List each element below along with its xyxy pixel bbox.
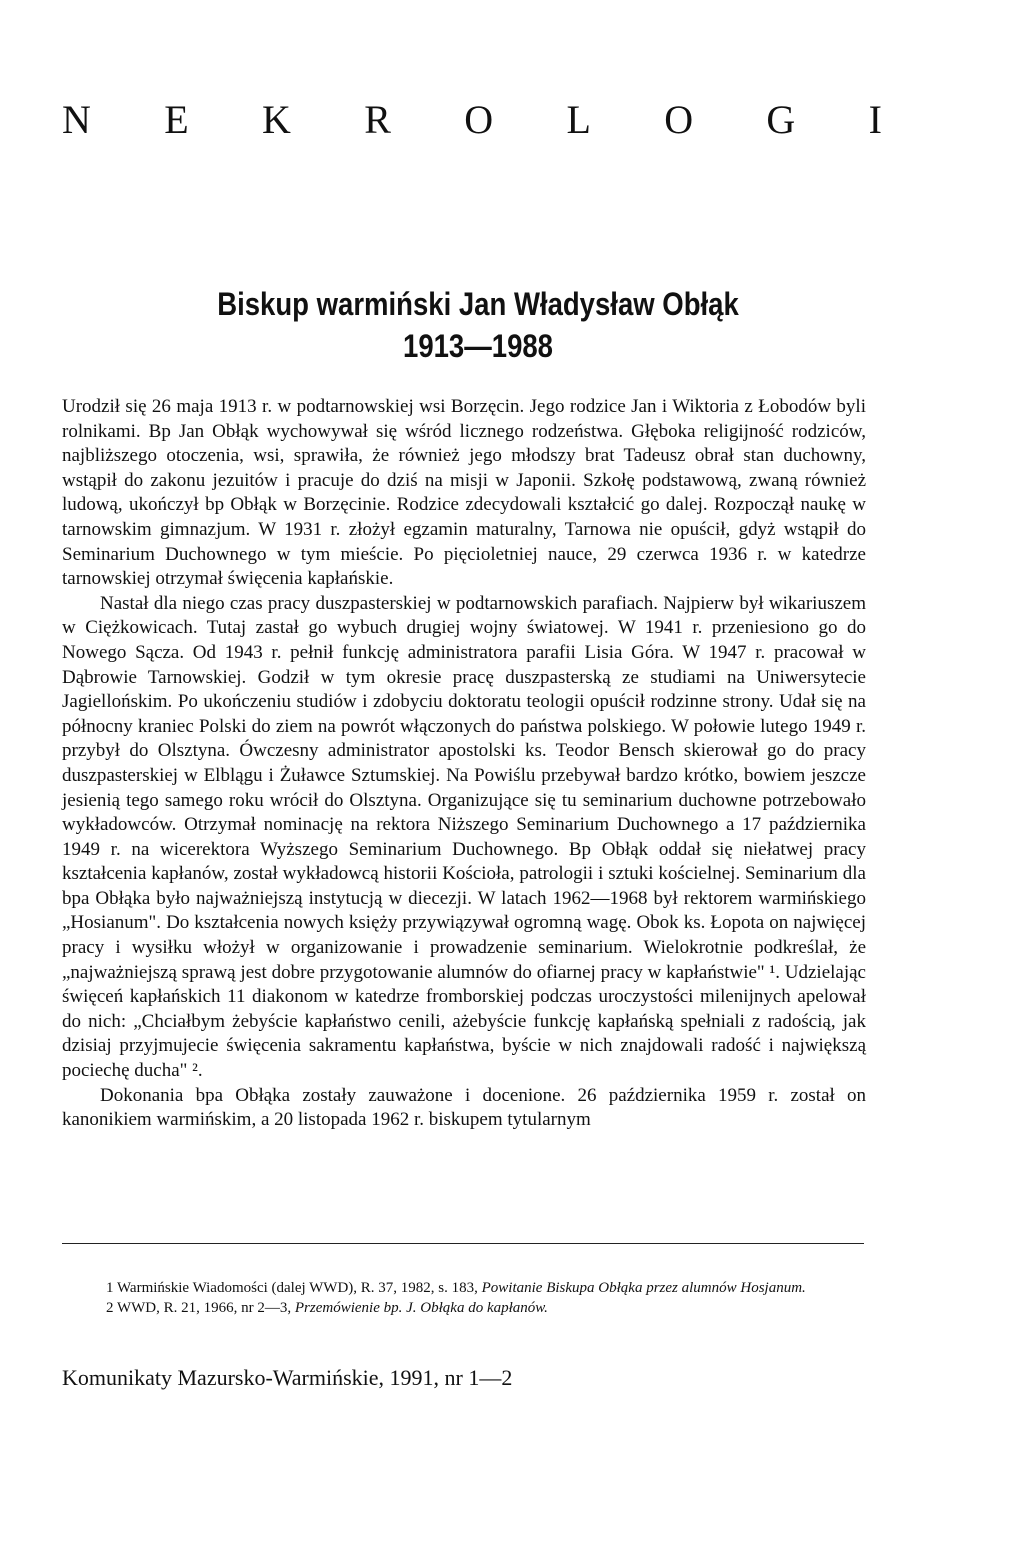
article-title-name: Biskup warmiński Jan Władysław Obłąk xyxy=(217,286,739,322)
heading-letter: L xyxy=(566,97,591,142)
journal-footer: Komunikaty Mazursko-Warmińskie, 1991, nr 1—2 xyxy=(62,1365,513,1390)
footnote-2-title: Przemówienie bp. J. Obłąka do kapłanów. xyxy=(294,1300,548,1316)
footnote-2 xyxy=(62,1298,866,1318)
body-paragraph: Nastał dla niego czas pracy duszpasterskiej w podtarnowskich parafiach. Najpierw był wikariuszem w Ciężkowicach. Tutaj zastał go wybuch drugiej wojny światowej. W 1941 r. przeniesiono go do Nowego Sącza. Od 1943 r. pełnił funkcję administratora parafii Lisia Góra. W 1947 r. pracował w Dąbrowie Tarnowskiej. Godził w tym okresie pracę duszpasterską ze studiami na Uniwersytecie Jagiellońskim. Po ukończeniu studiów i zdobyciu doktoratu teologii opuścił rodzinne strony. Udał się na północny kraniec Polski do ziem na powrót włączonych do państwa polskiego. W połowie lutego 1949 r. przybył do Olsztyna. Ówczesny administrator apostolski ks. Teodor Bensch skierował go do pracy duszpasterskiej w Elblągu i Żuławce Sztumskiej. Na Powiślu przebywał bardzo krótko, bowiem jeszcze jesienią tego samego roku wrócił do Olsztyna. Organizujące się tu seminarium duchowne potrzebowało wykładowców. Otrzymał nominację na rektora Niższego Seminarium Duchownego a 17 października 1949 r. na wicerektora Wyższego Seminarium Duchownego. Bp Obłąk oddał się niełatwej pracy kształcenia kapłanów, został wykładowcą historii Kościoła, patrologii i sztuki kościelnej. Seminarium dla bpa Obłąka było najważniejszą instytucją w diecezji. W latach 1962—1968 był rektorem warmińskiego „Hosianum". Do kształcenia nowych księży przywiązywał ogromną wagę. Obok ks. Łopota on najwięcej pracy i wysiłku włożył w organizowanie i prowadzenie seminarium. Wielokrotnie podkreślał, że „najważniejszą sprawą jest dobre przygotowanie alumnów do ofiarnej pracy w kapłaństwie" ¹. Udzielając święceń kapłańskich 11 diakonom w katedrze fromborskiej podczas uroczystości milenijnych apelował do nich: „Chciałbym żebyście kapłaństwo cenili, ażebyście funkcję kapłańską spełniali z radością, jak dzisiaj przyjmujecie święcenia sakramentu kapłaństwa, byście w nich znajdowali radość i największą pociechę ducha" ². xyxy=(62,592,866,1082)
footnote-divider xyxy=(62,1243,864,1244)
body-paragraph: Urodził się 26 maja 1913 r. w podtarnowskiej wsi Borzęcin. Jego rodzice Jan i Wiktoria z Łobodów byli rolnikami. Bp Jan Obłąk wychowywał się wśród licznego rodzeństwa. Głęboka religijność rodziców, najbliższego otoczenia, wsi, sprawiła, że również jego młodszy brat Tadeusz obrał stan duchowny, wstąpił do zakonu jezuitów i pracuje do dziś na misji w Japonii. Szkołę podstawową, zwaną również ludową, ukończył bp Obłąk w Borzęcinie. Rodzice zdecydowali kształcić go dalej. Rozpoczął naukę w tarnowskim gimnazjum. W 1931 r. złożył egzamin maturalny, Tarnowa nie opuścił, gdyż wstąpił do Seminarium Duchownego w tym mieście. Po pięcioletniej nauce, 29 czerwca 1936 r. w katedrze tarnowskiej otrzymał święcenia kapłańskie. xyxy=(62,396,866,590)
footnote-1 xyxy=(62,1278,866,1298)
heading-letter: E xyxy=(164,97,189,142)
footnotes xyxy=(62,1278,866,1318)
heading-letter: R xyxy=(364,97,391,142)
heading-letter: G xyxy=(766,97,796,142)
heading-letter: O xyxy=(664,97,694,142)
article-body xyxy=(62,395,866,1133)
footnote-1-title: Powitanie Biskupa Obłąka przez alumnów Hosjanum. xyxy=(481,1280,806,1296)
heading-letter: O xyxy=(464,97,494,142)
footnote-2-text: 2 WWD, R. 21, 1966, nr 2—3, xyxy=(106,1300,295,1316)
section-heading-nekrologi xyxy=(62,97,882,142)
footnote-1-text: 1 Warmińskie Wiadomości (dalej WWD), R. 37, 1982, s. 183, xyxy=(106,1280,482,1296)
heading-letter: K xyxy=(261,97,291,142)
article-title-years: 1913—1988 xyxy=(403,328,553,364)
heading-letter: N xyxy=(62,97,91,142)
article-title xyxy=(120,283,836,367)
heading-letter: I xyxy=(868,97,882,142)
body-paragraph: Dokonania bpa Obłąka zostały zauważone i docenione. 26 października 1959 r. został on kanonikiem warmińskim, a 20 listopada 1962 r. biskupem tytularnym xyxy=(62,1084,866,1131)
